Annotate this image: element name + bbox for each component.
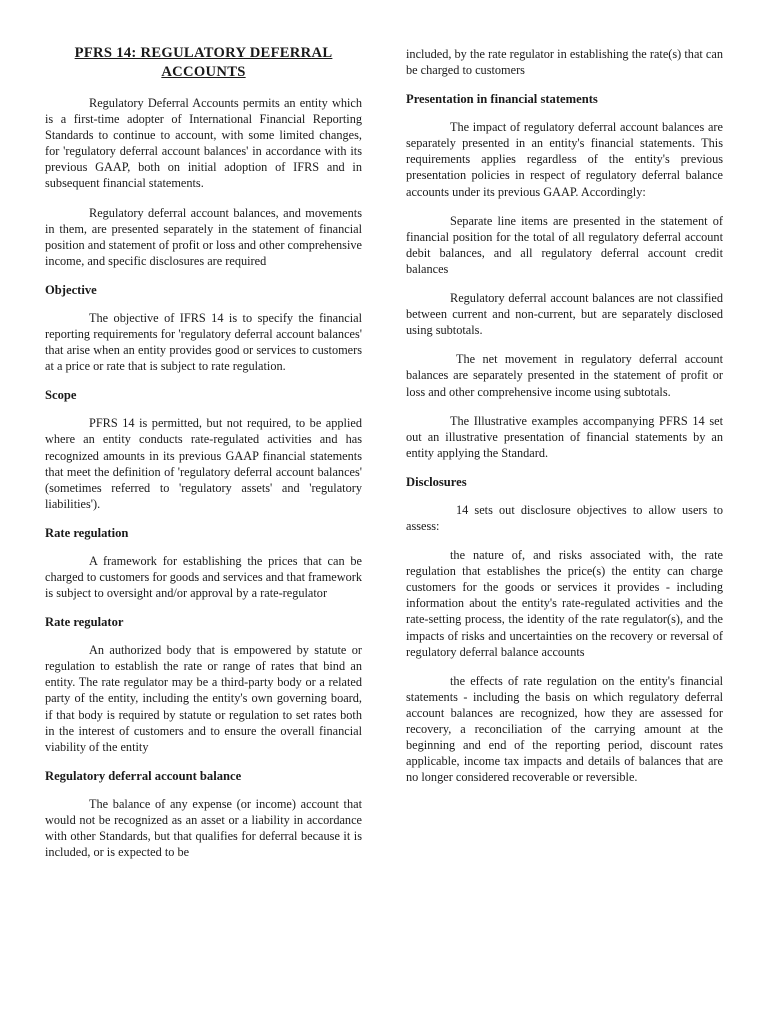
balance-heading: Regulatory deferral account balance bbox=[45, 768, 242, 783]
classified-paragraph: Regulatory deferral account balances are not classified between current and non-current, but are separately disclosed using subtotals. bbox=[406, 291, 723, 338]
scope-paragraph: PFRS 14 is permitted, but not required, to be applied where an entity conducts rate-regulated activities and has recognized amounts in its previous GAAP financial statements that meet the definition of 'regulatory deferral account balances' (sometimes referred to 'regulatory assets' and 'regulatory liabilities'). bbox=[45, 416, 362, 511]
right-column bbox=[406, 46, 723, 798]
rate-regulator-paragraph: An authorized body that is empowered by statute or regulation to establish the rate or range of rates that bind an entity. The rate regulator may be a third-party body or a related party of the entity, including the entity's own governing board, if that body is required by statute or regulation to set rates both in the interest of customers and to ensure the overall financial viability of the entity bbox=[45, 643, 362, 754]
disclosures-intro-paragraph: 14 sets out disclosure objectives to allow users to assess: bbox=[406, 502, 723, 533]
line-items-paragraph: Separate line items are presented in the statement of financial position for the total of all regulatory deferral account debit balances, and all regulatory deferral account credit balances bbox=[406, 213, 723, 276]
balance-paragraph-continued: included, by the rate regulator in establishing the rate(s) that can be charged to customers bbox=[406, 47, 723, 78]
presentation-heading: Presentation in financial statements bbox=[406, 92, 598, 107]
nature-paragraph: the nature of, and risks associated with, the rate regulation that establishes the price(s) the entity can charge customers for the goods or services it provides - including information about the entity's rate-regulated activities and the rate-setting process, the identity of the rate regulator(s), and the impacts of risks and uncertainties on the recovery or reversal of regulatory deferral balance accounts bbox=[406, 548, 723, 659]
scope-heading: Scope bbox=[45, 388, 77, 403]
left-column bbox=[45, 44, 362, 873]
disclosures-heading: Disclosures bbox=[406, 474, 467, 489]
objective-heading: Objective bbox=[45, 282, 97, 297]
rate-regulator-heading: Rate regulator bbox=[45, 615, 124, 630]
balance-paragraph: The balance of any expense (or income) account that would not be recognized as an asset or a liability in accordance with other Standards, but that qualifies for deferral because it is included, or is expected to be bbox=[45, 796, 362, 860]
rate-regulation-heading: Rate regulation bbox=[45, 525, 129, 540]
intro-paragraph-1: Regulatory Deferral Accounts permits an entity which is a first-time adopter of International Financial Reporting Standards to continue to account, with some limited changes, for 'regulatory deferral account balances' in accordance with its previous GAAP, both on initial adoption of IFRS and in subsequent financial statements. bbox=[45, 96, 362, 191]
rate-regulation-paragraph: A framework for establishing the prices that can be charged to customers for goods and services and that framework is subject to oversight and/or approval by a rate-regulator bbox=[45, 553, 362, 601]
intro-paragraph-2: Regulatory deferral account balances, and movements in them, are presented separately in the statement of financial position and statement of profit or loss and other comprehensive income, and specific disclosures are required bbox=[45, 205, 362, 268]
illustrative-paragraph: The Illustrative examples accompanying PFRS 14 set out an illustrative presentation of financial statements by an entity applying the Standard. bbox=[406, 413, 723, 460]
objective-paragraph: The objective of IFRS 14 is to specify the financial reporting requirements for 'regulatory deferral account balances' that arise when an entity provides good or services to customers at a price or rate that is subject to rate regulation. bbox=[45, 310, 362, 374]
effects-paragraph: the effects of rate regulation on the entity's financial statements - including the basis on which regulatory deferral account balances are recognized, how they are assessed for recovery, a reconciliation of the carrying amount at the beginning and end of the reporting period, discount rates applicable, income tax impacts and details of balances that are no longer considered recoverable or reversible. bbox=[406, 673, 723, 785]
presentation-paragraph: The impact of regulatory deferral account balances are separately presented in an entity's financial statements. This requirements applies regardless of the entity's previous presentation policies in respect of regulatory deferral balance accounts under its previous GAAP. Accordingly: bbox=[406, 120, 723, 199]
document-title: PFRS 14: REGULATORY DEFERRAL ACCOUNTS bbox=[74, 45, 333, 80]
net-movement-paragraph: The net movement in regulatory deferral account balances are separately presented in the statement of profit or loss and other comprehensive income using subtotals. bbox=[406, 352, 723, 399]
